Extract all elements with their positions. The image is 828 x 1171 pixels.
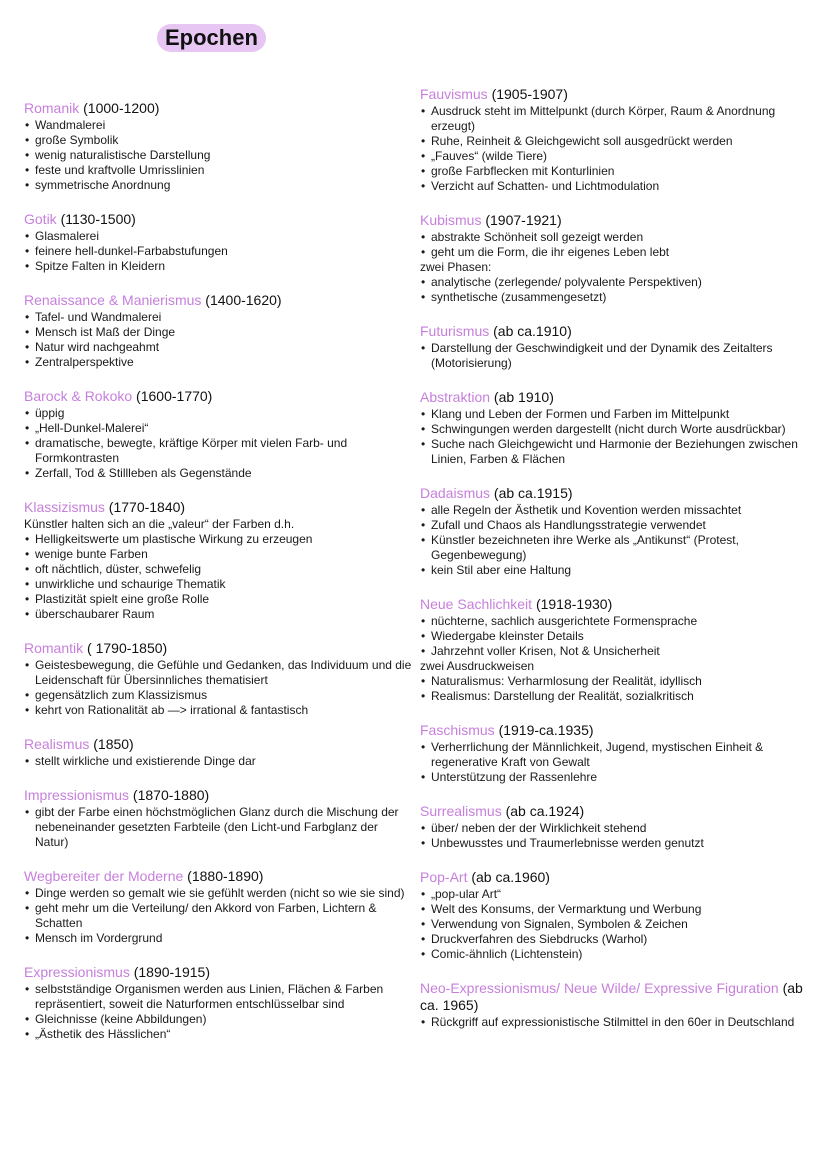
epoch-heading — [24, 100, 414, 117]
bullet-item: • Realismus: Darstellung der Realität, sozialkritisch — [420, 689, 816, 704]
epoch-section-expressionismus — [24, 964, 414, 1042]
epoch-date: (1918-1930) — [532, 596, 613, 612]
bullet-item: • Mensch im Vordergrund — [24, 931, 414, 946]
epoch-section-romanik — [24, 100, 414, 193]
epoch-date: (1400-1620) — [201, 292, 282, 308]
bullet-item: • Dinge werden so gemalt wie sie gefühlt werden (nicht so wie sie sind) — [24, 886, 414, 901]
epoch-date: (1850) — [89, 736, 134, 752]
epoch-section-abstraktion — [420, 389, 816, 467]
epoch-section-gotik — [24, 211, 414, 274]
epoch-date: ( 1790-1850) — [83, 640, 168, 656]
epoch-section-renaissance-manierismus — [24, 292, 414, 370]
bullet-item: • wenig naturalistische Darstellung — [24, 148, 414, 163]
epoch-date: (ab ca.1924) — [501, 803, 585, 819]
epoch-section-kubismus — [420, 212, 816, 305]
bullet-item: • Geistesbewegung, die Gefühle und Gedanken, das Individuum und die Leidenschaft für Übersinnliches thematisiert — [24, 658, 414, 688]
bullet-item: • Zufall und Chaos als Handlungsstrategie verwendet — [420, 518, 816, 533]
bullet-item: • Klang und Leben der Formen und Farben im Mittelpunkt — [420, 407, 816, 422]
epoch-name: Faschismus — [420, 722, 495, 738]
bullet-item: • „Fauves“ (wilde Tiere) — [420, 149, 816, 164]
bullet-item: • abstrakte Schönheit soll gezeigt werden — [420, 230, 816, 245]
epoch-heading — [420, 869, 816, 886]
bullet-item: • Naturalismus: Verharmlosung der Realität, idyllisch — [420, 674, 816, 689]
epoch-section-dadaismus — [420, 485, 816, 578]
epoch-name: Neue Sachlichkeit — [420, 596, 533, 612]
epoch-heading — [420, 485, 816, 502]
bullet-item: • überschaubarer Raum — [24, 607, 414, 622]
epoch-name: Futurismus — [420, 323, 490, 339]
bullet-item: • Darstellung der Geschwindigkeit und der Dynamik des Zeitalters (Motorisierung) — [420, 341, 816, 371]
bullet-item: • geht um die Form, die ihr eigenes Leben lebt — [420, 245, 816, 260]
epoch-heading — [420, 980, 816, 1014]
epoch-date: (ab ca.1915) — [490, 485, 573, 501]
epoch-name: Renaissance & Manierismus — [24, 292, 202, 308]
left-column — [24, 100, 414, 1060]
bullet-item: • kein Stil aber eine Haltung — [420, 563, 816, 578]
epoch-heading — [24, 388, 414, 405]
text-line: zwei Ausdruckweisen — [420, 659, 535, 673]
bullet-item: • Ruhe, Reinheit & Gleichgewicht soll ausgedrückt werden — [420, 134, 816, 149]
bullet-item: • große Farbflecken mit Konturlinien — [420, 164, 816, 179]
bullet-item: • kehrt von Rationalität ab —> irrational & fantastisch — [24, 703, 414, 718]
epoch-section-wegbereiter-der-moderne — [24, 868, 414, 946]
epoch-section-fauvismus — [420, 86, 816, 194]
bullet-item: • selbstständige Organismen werden aus Linien, Flächen & Farben repräsentiert, soweit die Naturformen entschlüsselbar sind — [24, 982, 414, 1012]
epoch-section-romantik — [24, 640, 414, 718]
epoch-name: Klassizismus — [24, 499, 105, 515]
bullet-item: • Verwendung von Signalen, Symbolen & Zeichen — [420, 917, 816, 932]
bullet-item: • synthetische (zusammengesetzt) — [420, 290, 816, 305]
bullet-item: • geht mehr um die Verteilung/ den Akkord von Farben, Lichtern & Schatten — [24, 901, 414, 931]
bullet-item: • „Ästhetik des Hässlichen“ — [24, 1027, 414, 1042]
bullet-item: • „Hell-Dunkel-Malerei“ — [24, 421, 414, 436]
epoch-date: (1919-ca.1935) — [494, 722, 594, 738]
bullet-item: • unwirkliche und schaurige Thematik — [24, 577, 414, 592]
bullet-item: • dramatische, bewegte, kräftige Körper mit vielen Farb- und Formkontrasten — [24, 436, 414, 466]
epoch-heading — [420, 596, 816, 613]
epoch-date: (ab 1910) — [490, 389, 554, 405]
bullet-item: • Verzicht auf Schatten- und Lichtmodulation — [420, 179, 816, 194]
bullet-item: • über/ neben der der Wirklichkeit stehend — [420, 821, 816, 836]
epoch-date: (ab ca. 1965) — [420, 980, 803, 1013]
epoch-section-pop-art — [420, 869, 816, 962]
bullet-item: • Unbewusstes und Traumerlebnisse werden genutzt — [420, 836, 816, 851]
bullet-item: • Unterstützung der Rassenlehre — [420, 770, 816, 785]
bullet-item: • Zerfall, Tod & Stillleben als Gegenstände — [24, 466, 414, 481]
bullet-item: • große Symbolik — [24, 133, 414, 148]
bullet-item: • Verherrlichung der Männlichkeit, Jugend, mystischen Einheit & regenerative Kraft von Gewalt — [420, 740, 816, 770]
bullet-item: • Suche nach Gleichgewicht und Harmonie der Beziehungen zwischen Linien, Farben & Flächen — [420, 437, 816, 467]
bullet-item: • Helligkeitswerte um plastische Wirkung zu erzeugen — [24, 532, 414, 547]
bullet-item: • Druckverfahren des Siebdrucks (Warhol) — [420, 932, 816, 947]
bullet-item: • Rückgriff auf expressionistische Stilmittel in den 60er in Deutschland — [420, 1015, 816, 1030]
bullet-item: • Welt des Konsums, der Vermarktung und Werbung — [420, 902, 816, 917]
epoch-section-neo-expressionismus-neue-wilde-expressive-figuration — [420, 980, 816, 1030]
epoch-section-impressionismus — [24, 787, 414, 850]
epoch-heading — [24, 868, 414, 885]
bullet-item: • Schwingungen werden dargestellt (nicht durch Worte ausdrückbar) — [420, 422, 816, 437]
epoch-name: Neo-Expressionismus/ Neue Wilde/ Expressive Figuration — [420, 980, 779, 996]
bullet-item: • Zentralperspektive — [24, 355, 414, 370]
bullet-item: • Künstler bezeichneten ihre Werke als „Antikunst“ (Protest, Gegenbewegung) — [420, 533, 816, 563]
epoch-heading — [420, 86, 816, 103]
bullet-item: • alle Regeln der Ästhetik und Kovention werden missachtet — [420, 503, 816, 518]
epoch-heading — [24, 640, 414, 657]
epoch-section-neue-sachlichkeit — [420, 596, 816, 704]
bullet-item: • wenige bunte Farben — [24, 547, 414, 562]
epoch-section-barock-rokoko — [24, 388, 414, 481]
epoch-name: Abstraktion — [420, 389, 491, 405]
epoch-date: (1905-1907) — [487, 86, 568, 102]
epoch-heading — [24, 736, 414, 753]
epoch-heading — [420, 389, 816, 406]
epoch-name: Dadaismus — [420, 485, 491, 501]
bullet-item: • Glasmalerei — [24, 229, 414, 244]
epoch-heading — [24, 292, 414, 309]
epoch-name: Romantik — [24, 640, 84, 656]
epoch-name: Surrealismus — [420, 803, 502, 819]
bullet-item: • Wiedergabe kleinster Details — [420, 629, 816, 644]
bullet-item: • „pop-ular Art“ — [420, 887, 816, 902]
epoch-date: (ab ca.1910) — [489, 323, 572, 339]
right-column — [420, 86, 816, 1048]
page-title: Epochen — [157, 24, 266, 52]
epoch-date: (1130-1500) — [56, 211, 136, 227]
epoch-date: (1890-1915) — [129, 964, 210, 980]
text-line: zwei Phasen: — [420, 260, 492, 274]
epoch-date: (ab ca.1960) — [467, 869, 550, 885]
epoch-date: (1000-1200) — [79, 100, 160, 116]
epoch-heading — [420, 212, 816, 229]
bullet-item: • Jahrzehnt voller Krisen, Not & Unsicherheit — [420, 644, 816, 659]
epoch-date: (1600-1770) — [132, 388, 213, 404]
bullet-item: • gibt der Farbe einen höchstmöglichen Glanz durch die Mischung der nebeneinander gesetzten Farbteile (den Licht-und Farbglanz der Natur) — [24, 805, 414, 850]
epoch-date: (1870-1880) — [129, 787, 210, 803]
bullet-item: • Wandmalerei — [24, 118, 414, 133]
bullet-item: • symmetrische Anordnung — [24, 178, 414, 193]
epoch-section-klassizismus — [24, 499, 414, 622]
epoch-name: Fauvismus — [420, 86, 488, 102]
epoch-heading — [24, 787, 414, 804]
page-title-wrap — [157, 24, 266, 52]
epoch-section-realismus — [24, 736, 414, 769]
epoch-heading — [24, 964, 414, 981]
epoch-name: Wegbereiter der Moderne — [24, 868, 184, 884]
bullet-item: • Tafel- und Wandmalerei — [24, 310, 414, 325]
bullet-item: • feinere hell-dunkel-Farbabstufungen — [24, 244, 414, 259]
epoch-date: (1907-1921) — [481, 212, 562, 228]
epoch-heading — [420, 722, 816, 739]
epoch-section-futurismus — [420, 323, 816, 371]
epoch-name: Barock & Rokoko — [24, 388, 133, 404]
epoch-name: Realismus — [24, 736, 90, 752]
epoch-section-faschismus — [420, 722, 816, 785]
bullet-item: • Spitze Falten in Kleidern — [24, 259, 414, 274]
bullet-item: • feste und kraftvolle Umrisslinien — [24, 163, 414, 178]
bullet-item: • gegensätzlich zum Klassizismus — [24, 688, 414, 703]
epoch-date: (1770-1840) — [104, 499, 186, 515]
bullet-item: • Plastizität spielt eine große Rolle — [24, 592, 414, 607]
epoch-name: Pop-Art — [420, 869, 468, 885]
bullet-item: • Natur wird nachgeahmt — [24, 340, 414, 355]
epoch-name: Expressionismus — [24, 964, 130, 980]
epoch-heading — [24, 499, 414, 516]
epoch-date: (1880-1890) — [183, 868, 264, 884]
text-line: Künstler halten sich an die „valeur“ der Farben d.h. — [24, 517, 295, 531]
bullet-item: • analytische (zerlegende/ polyvalente Perspektiven) — [420, 275, 816, 290]
epoch-heading — [420, 323, 816, 340]
epoch-heading — [420, 803, 816, 820]
bullet-item: • oft nächtlich, düster, schwefelig — [24, 562, 414, 577]
epoch-name: Impressionismus — [24, 787, 130, 803]
epoch-heading — [24, 211, 414, 228]
bullet-item: • nüchterne, sachlich ausgerichtete Formensprache — [420, 614, 816, 629]
epoch-section-surrealismus — [420, 803, 816, 851]
epoch-name: Kubismus — [420, 212, 482, 228]
bullet-item: • üppig — [24, 406, 414, 421]
bullet-item: • Comic-ähnlich (Lichtenstein) — [420, 947, 816, 962]
epoch-name: Romanik — [24, 100, 80, 116]
bullet-item: • Gleichnisse (keine Abbildungen) — [24, 1012, 414, 1027]
bullet-item: • stellt wirkliche und existierende Dinge dar — [24, 754, 414, 769]
epoch-name: Gotik — [24, 211, 57, 227]
bullet-item: • Ausdruck steht im Mittelpunkt (durch Körper, Raum & Anordnung erzeugt) — [420, 104, 816, 134]
bullet-item: • Mensch ist Maß der Dinge — [24, 325, 414, 340]
